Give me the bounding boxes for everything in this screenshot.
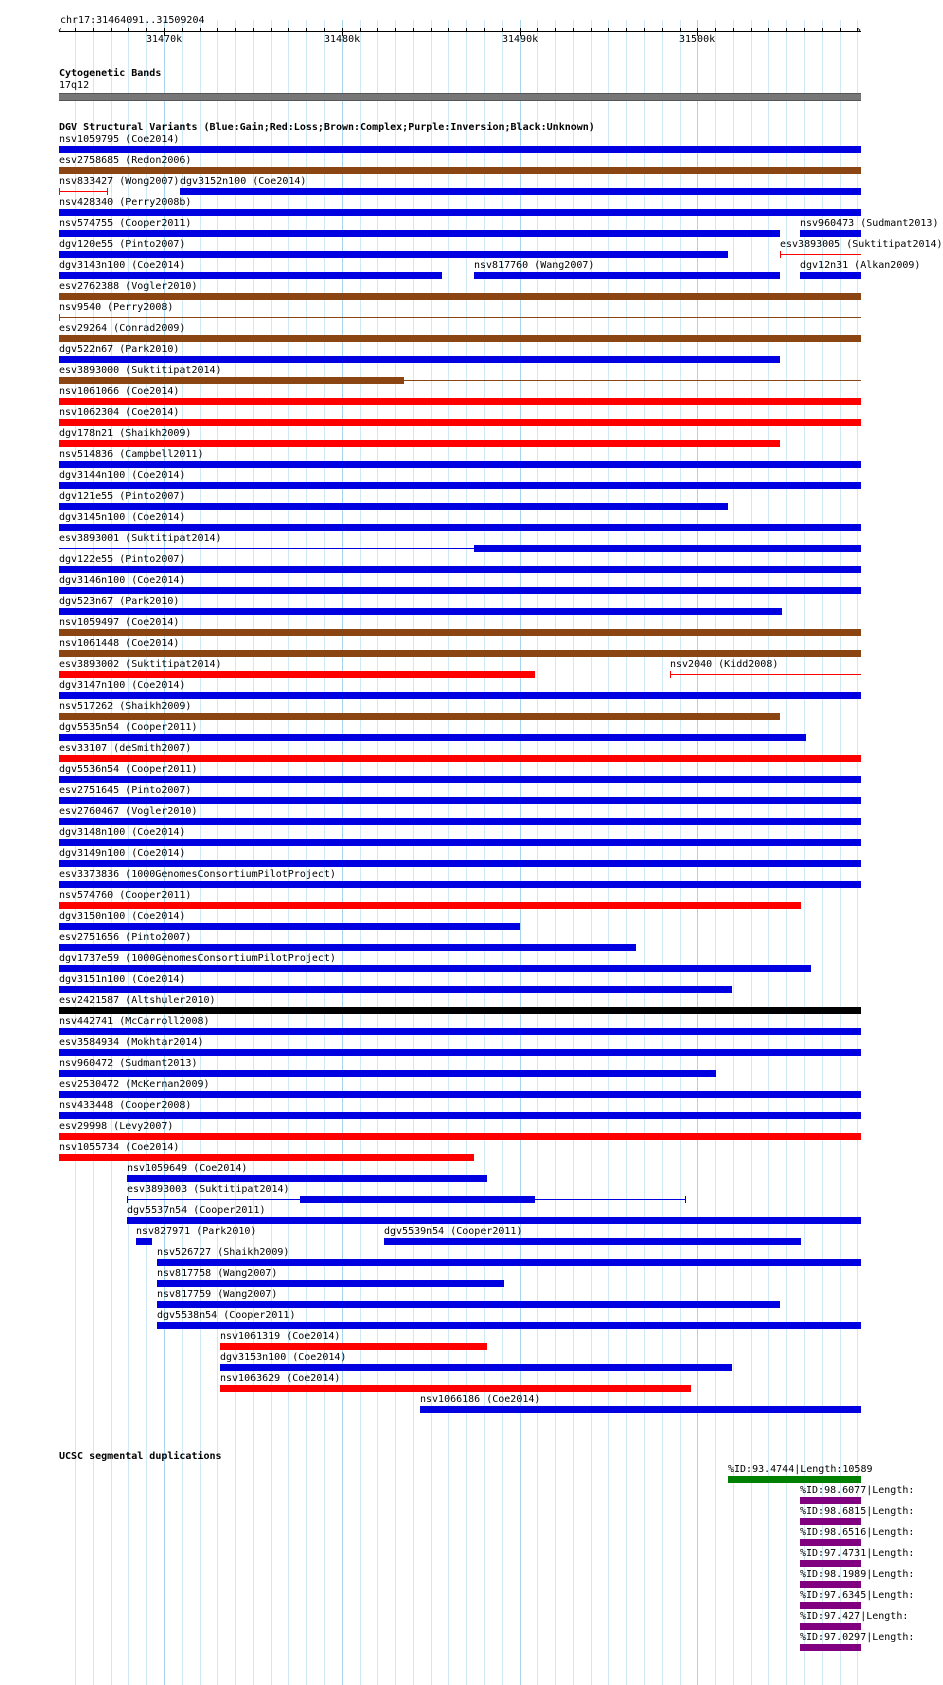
ruler-axis [59,31,861,32]
variant-label[interactable]: dgv3148n100 (Coe2014) [59,827,186,838]
variant-bar[interactable] [220,1385,691,1392]
variant-cap [127,1196,128,1203]
variant-label[interactable]: dgv3149n100 (Coe2014) [59,848,186,859]
variant-bar[interactable] [59,524,861,531]
ruler-tick [822,28,823,32]
ruler-tick-label: 31500k [679,34,716,45]
variant-bar[interactable] [59,440,780,447]
variant-bar[interactable] [127,1217,861,1224]
ruler-tick [537,28,538,32]
variant-label[interactable]: esv3893005 (Suktitipat2014) [780,239,943,250]
segdup-label[interactable]: %ID:97.0297|Length: [800,1632,915,1643]
ruler-tick [608,28,609,32]
variant-label[interactable]: nsv1061066 (Coe2014) [59,386,180,397]
variant-bar[interactable] [800,230,861,237]
variant-bar[interactable] [59,839,861,846]
ruler-tick [555,28,556,32]
variant-bar[interactable] [59,1070,716,1077]
variant-bar[interactable] [59,503,728,510]
variant-bar[interactable] [127,1175,487,1182]
ruler-tick [235,28,236,32]
variant-bar[interactable] [800,272,861,279]
variant-label[interactable]: dgv5538n54 (Cooper2011) [157,1310,296,1321]
variant-bar[interactable] [474,545,861,552]
ruler-tick [324,28,325,32]
ruler-tick [448,28,449,32]
variant-label[interactable]: esv33107 (deSmith2007) [59,743,192,754]
ruler-tick [253,28,254,32]
ruler-tick [751,28,752,32]
variant-bar[interactable] [59,398,861,405]
segdup-bar[interactable] [800,1497,861,1504]
variant-bar[interactable] [59,1112,861,1119]
variant-label[interactable]: esv2760467 (Vogler2010) [59,806,198,817]
variant-label[interactable]: esv3893001 (Suktitipat2014) [59,533,222,544]
variant-bar[interactable] [59,167,861,174]
variant-bar[interactable] [59,377,404,384]
variant-label[interactable]: nsv526727 (Shaikh2009) [157,1247,290,1258]
variant-bar[interactable] [59,1049,861,1056]
cytoband-bar [59,93,861,101]
variant-bar[interactable] [59,146,861,153]
variant-cap [780,251,781,258]
variant-label[interactable]: nsv1055734 (Coe2014) [59,1142,180,1153]
ruler-tick [644,28,645,32]
segdup-label[interactable]: %ID:93.4744|Length:10589 [728,1464,873,1475]
ruler-tick [786,28,787,32]
segdup-label[interactable]: %ID:97.4731|Length: [800,1548,915,1559]
variant-bar[interactable] [59,272,442,279]
variant-bar[interactable] [384,1238,801,1245]
variant-bar[interactable] [59,566,861,573]
segdup-label[interactable]: %ID:98.6516|Length: [800,1527,915,1538]
variant-label[interactable]: dgv3151n100 (Coe2014) [59,974,186,985]
ruler-end-arrow: › [856,25,863,36]
variant-bar[interactable] [670,674,861,675]
ruler-tick [146,28,147,32]
segdup-label[interactable]: %ID:98.6815|Length: [800,1506,915,1517]
variant-label[interactable]: esv2421587 (Altshuler2010) [59,995,216,1006]
variant-bar[interactable] [136,1238,152,1245]
variant-label[interactable]: dgv120e55 (Pinto2007) [59,239,186,250]
variant-label[interactable]: nsv574760 (Cooper2011) [59,890,192,901]
variant-bar[interactable] [59,860,861,867]
variant-label[interactable]: nsv817758 (Wang2007) [157,1268,278,1279]
ruler-start-arrow: ‹ [57,25,64,36]
ruler-tick [626,28,627,32]
variant-label[interactable]: nsv817759 (Wang2007) [157,1289,278,1300]
variant-bar[interactable] [59,713,780,720]
variant-bar[interactable] [59,356,780,363]
variant-bar[interactable] [59,1133,861,1140]
variant-label[interactable]: nsv817760 (Wang2007) [474,260,595,271]
variant-bar[interactable] [59,1007,861,1014]
variant-bar[interactable] [59,461,861,468]
variant-bar[interactable] [59,776,861,783]
variant-bar[interactable] [157,1259,861,1266]
ruler-tick [431,28,432,32]
variant-bar[interactable] [59,692,861,699]
variant-bar[interactable] [180,188,861,195]
variant-bar[interactable] [157,1322,861,1329]
ruler-tick [804,28,805,32]
variant-bar[interactable] [780,254,861,255]
variant-cap [685,1196,686,1203]
variant-label[interactable]: esv2758685 (Redon2006) [59,155,192,166]
variant-bar[interactable] [59,650,861,657]
variant-label[interactable]: dgv3145n100 (Coe2014) [59,512,186,523]
ruler-tick [360,28,361,32]
variant-label[interactable]: nsv1061448 (Coe2014) [59,638,180,649]
ruler-tick-label: 31490k [502,34,539,45]
variant-bar[interactable] [59,881,861,888]
variant-label[interactable]: dgv3146n100 (Coe2014) [59,575,186,586]
segdup-bar[interactable] [800,1539,861,1546]
ruler-tick [128,28,129,32]
variant-label[interactable]: nsv833427 (Wong2007) [59,176,180,187]
variant-bar[interactable] [59,671,535,678]
variant-label[interactable]: dgv121e55 (Pinto2007) [59,491,186,502]
variant-bar[interactable] [420,1406,861,1413]
variant-bar[interactable] [59,923,520,930]
segdup-bar[interactable] [800,1560,861,1567]
variant-label[interactable]: esv3893003 (Suktitipat2014) [127,1184,290,1195]
cytoband-track-title: Cytogenetic Bands [59,68,162,79]
variant-label[interactable]: esv29264 (Conrad2009) [59,323,186,334]
variant-cap [670,671,671,678]
variant-label[interactable]: dgv522n67 (Park2010) [59,344,180,355]
ruler-tick [182,28,183,32]
ruler-tick [377,28,378,32]
variant-label[interactable]: nsv1066186 (Coe2014) [420,1394,541,1405]
variant-bar[interactable] [59,902,801,909]
variant-label[interactable]: nsv2040 (Kidd2008) [670,659,779,670]
variant-label[interactable]: nsv9540 (Perry2008) [59,302,174,313]
variant-label[interactable]: nsv428340 (Perry2008b) [59,197,192,208]
segdup-label[interactable]: %ID:98.1989|Length: [800,1569,915,1580]
ruler-tick [395,28,396,32]
variant-label[interactable]: nsv827971 (Park2010) [136,1226,257,1237]
ruler-tick [413,28,414,32]
variant-bar[interactable] [157,1301,780,1308]
variant-label[interactable]: dgv12n31 (Alkan2009) [800,260,921,271]
variant-label[interactable]: dgv3144n100 (Coe2014) [59,470,186,481]
variant-bar[interactable] [59,1091,861,1098]
variant-bar[interactable] [59,251,728,258]
variant-label[interactable]: dgv5536n54 (Cooper2011) [59,764,198,775]
variant-label[interactable]: nsv514836 (Campbell2011) [59,449,204,460]
segdup-bar[interactable] [800,1581,861,1588]
variant-bar[interactable] [59,818,861,825]
variant-bar[interactable] [59,1028,861,1035]
variant-label[interactable]: dgv122e55 (Pinto2007) [59,554,186,565]
variant-bar[interactable] [59,797,861,804]
variant-label[interactable]: esv2762388 (Vogler2010) [59,281,198,292]
ruler-tick [200,28,201,32]
ruler-tick [111,28,112,32]
ruler-tick [680,28,681,32]
variant-label[interactable]: nsv1059649 (Coe2014) [127,1163,248,1174]
variant-bar[interactable] [59,335,861,342]
ruler-tick [840,28,841,32]
variant-bar[interactable] [59,419,861,426]
ruler-tick [662,28,663,32]
variant-cap [59,314,60,321]
variant-label[interactable]: esv2530472 (McKernan2009) [59,1079,210,1090]
segdup-bar[interactable] [800,1518,861,1525]
variant-label[interactable]: esv2751656 (Pinto2007) [59,932,192,943]
variant-label[interactable]: dgv1737e59 (1000GenomesConsortiumPilotProject) [59,953,336,964]
variant-bar[interactable] [59,755,861,762]
variant-label[interactable]: nsv960472 (Sudmant2013) [59,1058,198,1069]
ruler-location: chr17:31464091..31509204 [60,15,205,26]
variant-label[interactable]: nsv1061319 (Coe2014) [220,1331,341,1342]
ruler-tick [591,28,592,32]
ruler-tick [502,28,503,32]
variant-bar[interactable] [59,944,636,951]
variant-label[interactable]: esv3893000 (Suktitipat2014) [59,365,222,376]
segdup-label[interactable]: %ID:97.427|Length: [800,1611,909,1622]
segdup-bar[interactable] [800,1644,861,1651]
variant-label[interactable]: esv29998 (Levy2007) [59,1121,174,1132]
cytoband-label: 17q12 [59,80,90,91]
variant-bar[interactable] [59,587,861,594]
variant-label[interactable]: dgv5537n54 (Cooper2011) [127,1205,266,1216]
ruler-tick [768,28,769,32]
variant-label[interactable]: dgv3153n100 (Coe2014) [220,1352,347,1363]
variant-connector [59,548,474,549]
variant-label[interactable]: nsv517262 (Shaikh2009) [59,701,192,712]
variant-bar[interactable] [157,1280,504,1287]
variant-label[interactable]: esv3584934 (Mokhtar2014) [59,1037,204,1048]
ruler-tick [715,28,716,32]
variant-bar[interactable] [59,629,861,636]
variant-bar[interactable] [59,230,780,237]
segdup-bar[interactable] [800,1623,861,1630]
variant-label[interactable]: nsv1059795 (Coe2014) [59,134,180,145]
variant-label[interactable]: dgv3150n100 (Coe2014) [59,911,186,922]
variant-label[interactable]: nsv1059497 (Coe2014) [59,617,180,628]
segdup-bar[interactable] [800,1602,861,1609]
variant-label[interactable]: esv3893002 (Suktitipat2014) [59,659,222,670]
ruler-tick [733,28,734,32]
segdup-label[interactable]: %ID:98.6077|Length: [800,1485,915,1496]
variant-label[interactable]: dgv5539n54 (Cooper2011) [384,1226,523,1237]
ruler-tick [573,28,574,32]
variant-label[interactable]: nsv1062304 (Coe2014) [59,407,180,418]
variant-label[interactable]: nsv960473 (Sudmant2013) [800,218,939,229]
variant-bar[interactable] [59,1154,474,1161]
segdup-bar[interactable] [728,1476,861,1483]
variant-label[interactable]: nsv433448 (Cooper2008) [59,1100,192,1111]
dgv-track-title: DGV Structural Variants (Blue:Gain;Red:Loss;Brown:Complex;Purple:Inversion;Black:Unknown) [59,122,595,133]
ruler-tick [466,28,467,32]
variant-bar[interactable] [220,1364,732,1371]
variant-label[interactable]: esv3373836 (1000GenomesConsortiumPilotProject) [59,869,336,880]
variant-label[interactable]: dgv5535n54 (Cooper2011) [59,722,198,733]
variant-bar[interactable] [59,965,811,972]
variant-bar[interactable] [59,986,732,993]
ruler-tick [288,28,289,32]
variant-label[interactable]: nsv442741 (McCarroll2008) [59,1016,210,1027]
variant-label[interactable]: esv2751645 (Pinto2007) [59,785,192,796]
segdup-track-title: UCSC segmental duplications [59,1451,222,1462]
variant-cap [59,188,60,195]
variant-bar[interactable] [474,272,780,279]
variant-label[interactable]: dgv3143n100 (Coe2014) [59,260,186,271]
variant-bar[interactable] [59,734,806,741]
variant-bar[interactable] [300,1196,535,1203]
ruler-tick [306,28,307,32]
ruler-tick [217,28,218,32]
ruler-tick-label: 31480k [324,34,361,45]
variant-bar[interactable] [59,482,861,489]
ruler-tick [271,28,272,32]
variant-cap [107,188,108,195]
ruler-tick [484,28,485,32]
variant-bar[interactable] [59,293,861,300]
variant-extension [404,380,861,381]
variant-label[interactable]: dgv3147n100 (Coe2014) [59,680,186,691]
variant-bar[interactable] [59,317,861,318]
segdup-label[interactable]: %ID:97.6345|Length: [800,1590,915,1601]
variant-bar[interactable] [220,1343,487,1350]
variant-label[interactable]: dgv523n67 (Park2010) [59,596,180,607]
variant-label[interactable]: nsv574755 (Cooper2011) [59,218,192,229]
variant-bar[interactable] [59,608,782,615]
variant-bar[interactable] [59,209,861,216]
ruler-tick [93,28,94,32]
variant-label[interactable]: dgv3152n100 (Coe2014) [180,176,307,187]
variant-bar[interactable] [59,191,107,192]
variant-label[interactable]: nsv1063629 (Coe2014) [220,1373,341,1384]
variant-label[interactable]: dgv178n21 (Shaikh2009) [59,428,192,439]
ruler-tick [75,28,76,32]
ruler-tick-label: 31470k [146,34,183,45]
